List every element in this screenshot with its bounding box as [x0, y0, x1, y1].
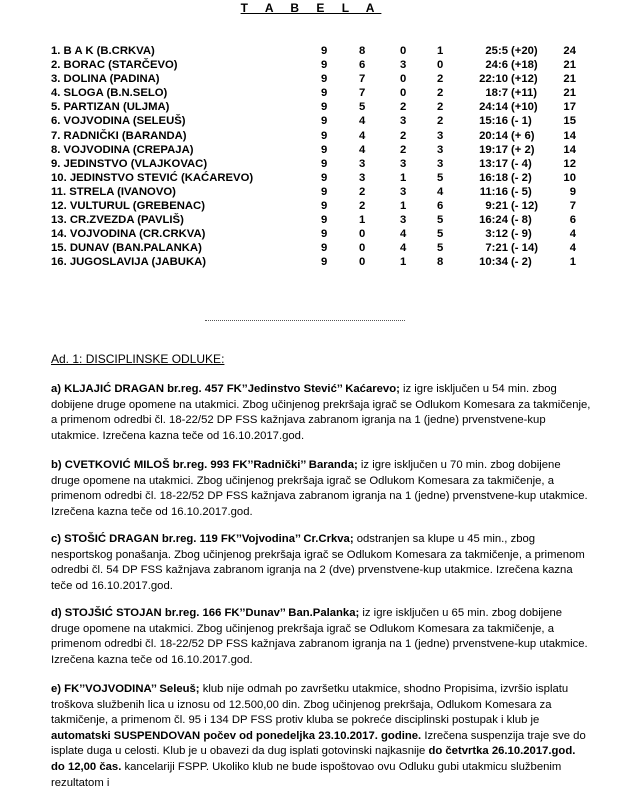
diff-cell: (- 2)	[511, 256, 532, 269]
decision-subject: a) KLJAJIĆ DRAGAN br.reg. 457 FK’’Jedinstvo Stević’’ Kaćarevo;	[51, 383, 400, 395]
won-cell: 4	[359, 129, 366, 142]
page-title: T A B E L A	[240, 1, 382, 15]
played-cell: 9	[321, 45, 328, 57]
diff-cell: (- 8)	[511, 214, 532, 227]
points-cell: 21	[563, 59, 576, 72]
diff-cell: (- 4)	[511, 157, 532, 170]
suspension-notice: automatski SUSPENDOVAN počev od ponedeljka 23.10.2017. godine.	[51, 729, 422, 742]
team-name: 5. PARTIZAN (ULJMA)	[51, 101, 170, 114]
goals-cell: 24:14	[479, 101, 508, 114]
lost-cell: 2	[437, 101, 444, 114]
points-cell: 9	[569, 185, 576, 198]
played-cell: 9	[321, 157, 328, 170]
won-cell: 7	[359, 87, 366, 100]
diff-cell: (+12)	[511, 73, 538, 86]
played-cell: 9	[321, 115, 328, 128]
played-cell: 9	[321, 59, 328, 72]
diff-cell: (+11)	[511, 87, 538, 100]
lost-cell: 5	[437, 228, 444, 241]
diff-cell: (+ 6)	[511, 129, 535, 142]
dotted-separator	[205, 320, 405, 321]
team-name: 7. RADNIČKI (BARANDA)	[51, 129, 187, 142]
goals-cell: 3:12	[485, 228, 508, 241]
played-cell: 9	[321, 228, 328, 241]
decision-paragraph-d	[51, 606, 591, 668]
played-cell: 9	[321, 256, 328, 269]
goals-cell: 16:24	[479, 214, 508, 227]
drawn-cell: 2	[400, 101, 407, 114]
diff-cell: (- 2)	[511, 171, 532, 184]
played-cell: 9	[321, 101, 328, 114]
goals-cell: 25:5	[485, 45, 508, 57]
played-cell: 9	[321, 214, 328, 227]
points-cell: 4	[569, 228, 576, 241]
won-cell: 3	[359, 171, 366, 184]
won-cell: 5	[359, 101, 366, 114]
decision-text: iz igre isključen u 70 min. zbog dobijene druge opomene na utakmici. Zbog učinjenog prekršaja igrač se Odlukom Komesara za takmičenje, a primenom odredbi čl. 18-22/52 DP FSS kažnjava zabranom igranja na 1 (jedne) prvenstvene-kup utakmice. Izrečena kazna teče od 16.10.2017.god.	[51, 459, 588, 518]
decision-subject: e) FK’’VOJVODINA’’ Seleuš;	[51, 683, 200, 695]
goals-cell: 13:17	[479, 157, 508, 170]
won-cell: 2	[359, 200, 366, 213]
team-name: 9. JEDINSTVO (VLAJKOVAC)	[51, 157, 208, 170]
points-cell: 14	[563, 129, 576, 142]
diff-cell: (+20)	[511, 45, 538, 57]
decision-paragraph-c	[51, 532, 591, 594]
won-cell: 1	[359, 214, 366, 227]
decision-text: kancelariji FSPP. Ukoliko klub ne bude ispoštovao ovu Odluku gubi utakmicu službenim rezultatom i	[51, 760, 562, 789]
diff-cell: (- 1)	[511, 115, 532, 128]
points-cell: 21	[563, 87, 576, 100]
team-name: 1. B A K (B.CRKVA)	[51, 45, 155, 57]
lost-cell: 3	[437, 157, 444, 170]
goals-cell: 11:16	[479, 185, 508, 198]
drawn-cell: 4	[400, 242, 407, 255]
diff-cell: (- 14)	[511, 242, 538, 255]
goals-cell: 22:10	[479, 73, 508, 86]
section-heading: Ad. 1: DISCIPLINSKE ODLUKE:	[51, 352, 225, 366]
won-cell: 6	[359, 59, 366, 72]
drawn-cell: 1	[400, 171, 407, 184]
won-cell: 4	[359, 115, 366, 128]
payment-deadline: do četvrtka 26.10.2017.god. do 12,00 čas.	[51, 745, 576, 773]
decision-text: odstranjen sa klupe u 45 min., zbog nesportskog ponašanja. Zbog učinjenog prekršaja igrač se Odlukom Komesara za takmičenje, a primenom odredbi čl. 54 DP FSS kažnjava zabranom igranja na 2 (dve) prvenstvene-kup utakmice. Izrečena kazna teče od 16.10.2017.god.	[51, 533, 585, 592]
goals-cell: 9:21	[485, 200, 508, 213]
played-cell: 9	[321, 143, 328, 156]
lost-cell: 2	[437, 87, 444, 100]
goals-cell: 20:14	[479, 129, 508, 142]
drawn-cell: 1	[400, 200, 407, 213]
goals-cell: 7:21	[485, 242, 508, 255]
won-cell: 2	[359, 185, 366, 198]
lost-cell: 1	[437, 45, 444, 57]
played-cell: 9	[321, 200, 328, 213]
diff-cell: (+18)	[511, 59, 538, 72]
decision-subject: d) STOJŠIĆ STOJAN br.reg. 166 FK’’Dunav’’ Ban.Palanka;	[51, 607, 360, 619]
team-name: 10. JEDINSTVO STEVIĆ (KAĆAREVO)	[51, 171, 254, 184]
decision-paragraph-e	[51, 682, 591, 791]
points-cell: 10	[563, 171, 576, 184]
points-cell: 21	[563, 73, 576, 86]
lost-cell: 0	[437, 59, 444, 72]
won-cell: 8	[359, 45, 366, 57]
diff-cell: (+ 2)	[511, 143, 535, 156]
points-cell: 24	[563, 45, 576, 57]
team-name: 4. SLOGA (B.N.SELO)	[51, 87, 168, 100]
drawn-cell: 3	[400, 185, 407, 198]
diff-cell: (- 9)	[511, 228, 532, 241]
goals-cell: 10:34	[479, 256, 508, 269]
points-cell: 15	[563, 115, 576, 128]
points-cell: 12	[563, 157, 576, 170]
points-cell: 1	[569, 256, 576, 269]
drawn-cell: 3	[400, 115, 407, 128]
played-cell: 9	[321, 171, 328, 184]
drawn-cell: 3	[400, 214, 407, 227]
won-cell: 4	[359, 143, 366, 156]
points-cell: 6	[569, 214, 576, 227]
won-cell: 3	[359, 157, 366, 170]
lost-cell: 5	[437, 242, 444, 255]
played-cell: 9	[321, 73, 328, 86]
drawn-cell: 0	[400, 73, 407, 86]
played-cell: 9	[321, 185, 328, 198]
diff-cell: (- 12)	[511, 200, 538, 213]
goals-cell: 24:6	[485, 59, 508, 72]
points-cell: 7	[569, 200, 576, 213]
lost-cell: 2	[437, 73, 444, 86]
drawn-cell: 2	[400, 143, 407, 156]
diff-cell: (- 5)	[511, 185, 532, 198]
drawn-cell: 1	[400, 256, 407, 269]
lost-cell: 3	[437, 129, 444, 142]
lost-cell: 5	[437, 214, 444, 227]
diff-cell: (+10)	[511, 101, 538, 114]
decision-paragraph-b	[51, 458, 591, 520]
lost-cell: 4	[437, 185, 444, 198]
team-name: 14. VOJVODINA (CR.CRKVA)	[51, 228, 206, 241]
team-name: 13. CR.ZVEZDA (PAVLIŠ)	[51, 214, 184, 227]
lost-cell: 6	[437, 200, 444, 213]
team-name: 8. VOJVODINA (CREPAJA)	[51, 143, 194, 156]
drawn-cell: 2	[400, 129, 407, 142]
lost-cell: 2	[437, 115, 444, 128]
team-name: 6. VOJVODINA (SELEUŠ)	[51, 115, 186, 128]
points-cell: 14	[563, 143, 576, 156]
goals-cell: 19:17	[479, 143, 508, 156]
team-name: 16. JUGOSLAVIJA (JABUKA)	[51, 256, 207, 269]
team-name: 11. STRELA (IVANOVO)	[51, 185, 176, 198]
won-cell: 0	[359, 228, 366, 241]
points-cell: 4	[569, 242, 576, 255]
decision-paragraph-a	[51, 382, 591, 444]
team-name: 12. VULTURUL (GREBENAC)	[51, 200, 205, 213]
decision-text: iz igre isključen u 65 min. zbog dobijene druge opomene na utakmici. Zbog učinjenog prekršaja igrač se Odlukom Komesara za takmičenje, a primenom odredbi čl. 18-22/52 DP FSS kažnjava zabranom igranja na 1 (jedne) prvenstvene-kup utakmice. Izrečena kazna teče od 16.10.2017.god.	[51, 607, 588, 666]
goals-cell: 16:18	[479, 171, 508, 184]
lost-cell: 5	[437, 171, 444, 184]
team-name: 3. DOLINA (PADINA)	[51, 73, 160, 86]
team-name: 15. DUNAV (BAN.PALANKA)	[51, 242, 202, 255]
won-cell: 0	[359, 256, 366, 269]
drawn-cell: 0	[400, 45, 407, 57]
drawn-cell: 3	[400, 157, 407, 170]
points-cell: 17	[563, 101, 576, 114]
played-cell: 9	[321, 129, 328, 142]
drawn-cell: 4	[400, 228, 407, 241]
decision-text: Izrečena suspenzija traje sve do isplate duga u celosti. Klub je u obavezi da dug isplati gotovinski najkasnije	[51, 729, 586, 758]
played-cell: 9	[321, 242, 328, 255]
played-cell: 9	[321, 87, 328, 100]
decision-text: klub nije odmah po završetku utakmice, shodno Propisima, izvršio isplatu troškova službenih lica u iznosu od 12.500,00 din. Zbog učinjenog prekršaja, Odlukom Komesara za takmičenje, a primenom čl. 95 i 134 DP FSS protiv kluba se pokreće disciplinski postupak i klub je	[51, 683, 569, 727]
team-name: 2. BORAC (STARČEVO)	[51, 59, 178, 72]
lost-cell: 3	[437, 143, 444, 156]
goals-cell: 15:16	[479, 115, 508, 128]
won-cell: 0	[359, 242, 366, 255]
decision-subject: c) STOŠIĆ DRAGAN br.reg. 119 FK’’Vojvodina’’ Cr.Crkva;	[51, 533, 354, 545]
goals-cell: 18:7	[485, 87, 508, 100]
lost-cell: 8	[437, 256, 444, 269]
drawn-cell: 3	[400, 59, 407, 72]
won-cell: 7	[359, 73, 366, 86]
drawn-cell: 0	[400, 87, 407, 100]
decision-subject: b) CVETKOVIĆ MILOŠ br.reg. 993 FK’’Radnički’’ Baranda;	[51, 459, 358, 471]
decision-text: iz igre isključen u 54 min. zbog dobijene druge opomene na utakmici. Zbog učinjenog prekršaja igrač se Odlukom Komesara za takmičenje, a primenom odredbi čl. 18-22/52 DP FSS kažnjava zabranom igranja na 1 (jedne) prvenstvene-kup utakmice. Izrečena kazna teče od 16.10.2017.god.	[51, 383, 591, 442]
